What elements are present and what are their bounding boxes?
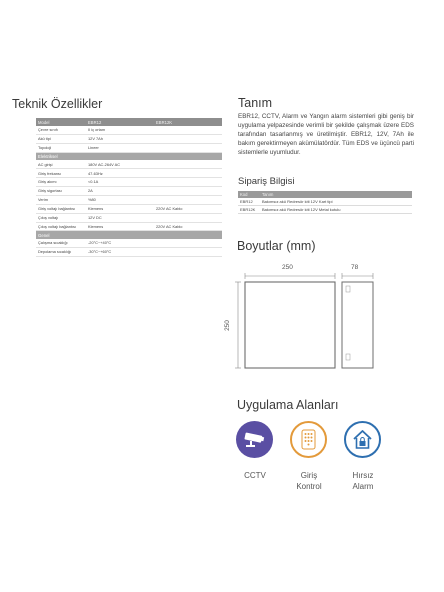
table-row: [36, 205, 222, 214]
house-lock-icon: [346, 423, 379, 456]
tanim-title: Tanım: [238, 96, 273, 110]
section-general: Genel: [36, 231, 222, 239]
table-row: [36, 214, 222, 223]
row-label: Giriş voltajı bağlantısı: [38, 206, 76, 212]
row-value: -30°C~+60°C: [88, 249, 112, 255]
row-value: 12V 7Ah: [88, 136, 103, 142]
table-row: [36, 196, 222, 205]
row-label: Akü tipi: [38, 136, 51, 142]
access-control-label: [279, 470, 339, 492]
row-value-k: 220V AC Kablo: [156, 223, 183, 229]
spec-title: Teknik Özellikler: [12, 97, 103, 111]
access-control-label-line1: Giriş: [300, 471, 318, 480]
table-row: [36, 160, 222, 169]
table-row: [36, 223, 222, 232]
tanim-description: EBR12, CCTV, Alarm ve Yangın alarm sistemleri gibi geniş bir uygulama yelpazesinde verimli bir şekilde çalışmak üzere EDS tarafından tasarlanmış ve üretilmiştir. EBR12, 12V, 7Ah ile bakım gerektirmeyen akümülatördür. Tüm EDS ve üçüncü parti sistemlerle uyumludur.: [238, 113, 414, 156]
spec-header-ebr12k: EBR12K: [156, 119, 173, 125]
burglar-alarm-label-line2: Alarm: [352, 482, 374, 491]
order-header-desc: Tanım: [262, 192, 274, 197]
row-label: Çalışma sıcaklığı: [38, 240, 68, 246]
access-control-label-line2: Kontrol: [296, 482, 322, 491]
row-label: Giriş sigortası: [38, 188, 62, 194]
burglar-alarm-label-line1: Hırsız: [352, 471, 374, 480]
table-row: [36, 126, 222, 135]
row-label: Verim: [38, 197, 48, 203]
cctv-label: [225, 470, 285, 481]
side-view-box: [342, 282, 373, 368]
order-desc: Bakımsız akü Redresör kiti 12V Kart tipi: [262, 199, 333, 204]
row-value: Lineer: [88, 145, 99, 151]
row-value-k: 220V AC Kablo: [156, 206, 183, 212]
row-value: 180V AC-264V AC: [88, 161, 121, 167]
row-value: <0.1A: [88, 179, 99, 185]
table-row: [36, 169, 222, 178]
row-label: Giriş akımı: [38, 179, 57, 185]
order-header-code: Kod: [240, 192, 248, 197]
order-table-header: [238, 191, 412, 198]
cctv-label-line1: CCTV: [244, 471, 266, 480]
order-table: [238, 191, 412, 214]
keypad-icon: [292, 423, 325, 456]
row-label: Çevre sınıfı: [38, 127, 58, 133]
row-label: Çıkış voltajı bağlantısı: [38, 223, 77, 229]
row-value: Klemens: [88, 223, 104, 229]
spec-header-ebr12: EBR12: [88, 119, 102, 125]
burglar-alarm-label: [333, 470, 393, 492]
table-row: [36, 135, 222, 144]
spec-table: [36, 118, 222, 257]
row-value: 12V DC: [88, 215, 102, 221]
height-label: 250: [223, 320, 231, 331]
table-row: [36, 144, 222, 153]
order-code: EBR12: [240, 199, 253, 204]
row-label: Topoloji: [38, 145, 52, 151]
row-label: AC girişi: [38, 161, 53, 167]
cctv-item: [236, 421, 273, 458]
front-view-box: [245, 282, 335, 368]
dimension-drawing: [223, 260, 380, 370]
row-value: II iç ortam: [88, 127, 106, 133]
section-electrical: Elektriksel: [36, 153, 222, 161]
table-row: [36, 239, 222, 248]
row-label: Giriş frekansı: [38, 170, 61, 176]
row-value: -20°C~+40°C: [88, 240, 112, 246]
row-value: 2A: [88, 188, 93, 194]
table-row: [238, 206, 412, 214]
row-label: Depolama sıcaklığı: [38, 249, 72, 255]
row-value: 47-63Hz: [88, 170, 103, 176]
access-control-item: [290, 421, 327, 458]
depth-label: 78: [351, 264, 359, 271]
dimension-drawing-svg: [230, 260, 380, 370]
table-row: [238, 198, 412, 206]
row-value: %80: [88, 197, 96, 203]
order-desc: Bakımsız akü Redresör kiti 12V Metal kutulu: [262, 207, 341, 212]
table-row: [36, 248, 222, 257]
spec-header-model: Model: [38, 119, 50, 125]
order-code: EBR12K: [240, 207, 256, 212]
cctv-camera-icon: [236, 421, 273, 458]
spec-table-header: [36, 118, 222, 126]
siparis-title: Sipariş Bilgisi: [238, 176, 295, 187]
row-label: Çıkış voltajı: [38, 215, 59, 221]
table-row: [36, 187, 222, 196]
width-label: 250: [282, 264, 293, 271]
boyutlar-title: Boyutlar (mm): [237, 239, 316, 253]
table-row: [36, 178, 222, 187]
row-value: Klemens: [88, 206, 104, 212]
burglar-alarm-item: [344, 421, 381, 458]
uygulama-title: Uygulama Alanları: [237, 398, 339, 412]
